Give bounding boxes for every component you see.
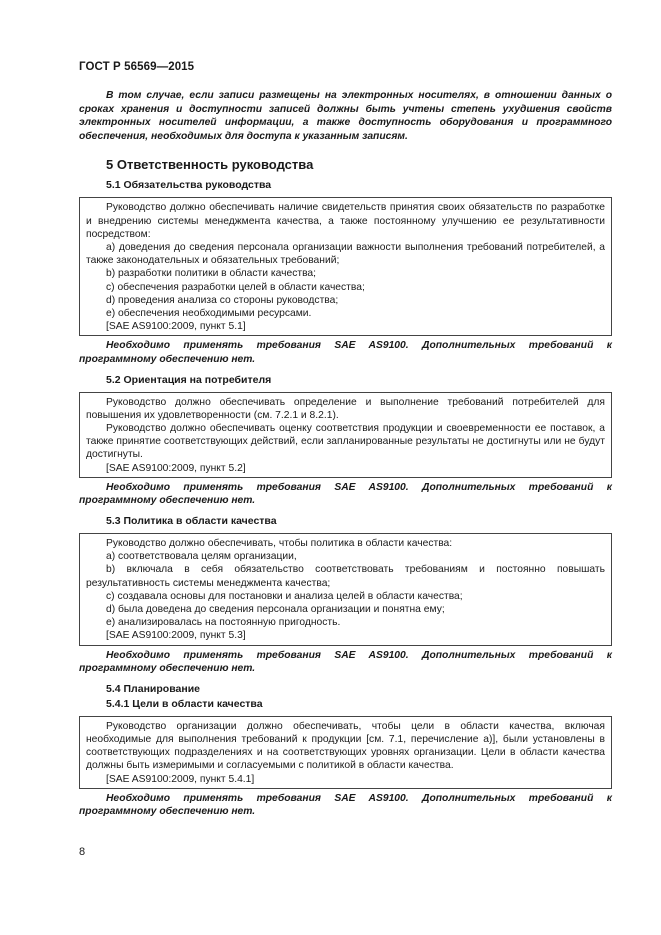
standard-header: ГОСТ Р 56569—2015 <box>79 61 195 73</box>
page-content <box>79 89 612 819</box>
reference: [SAE AS9100:2009, пункт 5.3] <box>106 630 246 642</box>
intro-paragraph: В том случае, если записи размещены на электронных носителях, в отношении данных о сроках хранения и доступности записей должны быть учтены степень ухудшения свойств электронных носителей информации, а также доступность оборудования и программного обеспечения, необходимых для доступа к указанным записям. <box>79 90 612 142</box>
list-item: c) обеспечения разработки целей в области качества; <box>106 281 365 293</box>
box-intro: Руководство должно обеспечивать наличие свидетельств принятия своих обязательств по разработке и внедрению системы менеджмента качества, а также постоянному улучшению ее результативности посредством: <box>86 202 605 240</box>
section-5-2-title: 5.2 Ориентация на потребителя <box>106 373 272 386</box>
requirement-box-5-3 <box>79 533 612 646</box>
reference: [SAE AS9100:2009, пункт 5.2] <box>106 462 246 474</box>
box-paragraph: Руководство должно обеспечивать оценку соответствия продукции и своевременности ее поставок, а также принятие соответствующих действий, если запланированные результаты не достигнуты или не будут достигнуты. <box>86 423 605 461</box>
reference: [SAE AS9100:2009, пункт 5.1] <box>106 321 246 333</box>
section-5-3-title: 5.3 Политика в области качества <box>106 515 277 527</box>
requirement-box-5-4-1 <box>79 716 612 789</box>
software-note-5-3: Необходимо применять требования SAE AS9100. Дополнительных требований к программному обеспечению нет. <box>79 649 612 675</box>
list-item: c) создавала основы для постановки и анализа целей в области качества; <box>106 590 463 602</box>
box-paragraph: Руководство должно обеспечивать определение и выполнение требований потребителей для повышения их удовлетворенности (см. 7.2.1 и 8.2.1). <box>86 396 605 421</box>
list-item: e) анализировалась на постоянную пригодность. <box>106 617 341 629</box>
section-5-1-title: 5.1 Обязательства руководства <box>106 179 272 192</box>
requirement-box-5-2 <box>79 392 612 478</box>
software-note-5-1: Необходимо применять требования SAE AS9100. Дополнительных требований к программному обеспечению нет. <box>79 340 612 365</box>
section-5-title: 5 Ответственность руководства <box>106 157 314 173</box>
list-item: a) доведения до сведения персонала организации важности выполнения требований потребителей, а также законодательных и обязательных требований; <box>86 241 605 267</box>
section-5-4-1-title: 5.4.1 Цели в области качества <box>106 697 263 710</box>
box-paragraph: Руководство организации должно обеспечивать, чтобы цели в области качества, включая необходимые для выполнения требований к продукции [см. 7.1, перечисление а)], были установлены в соответствующих подразделениях и на соответствующих уровнях организации. Цели в области качества должны быть измеримыми и согласуемыми с политикой в области качества. <box>86 720 605 772</box>
list-item: e) обеспечения необходимыми ресурсами. <box>106 308 312 319</box>
software-note-5-4-1: Необходимо применять требования SAE AS9100. Дополнительных требований к программному обеспечению нет. <box>79 792 612 818</box>
list-item: b) разработки политики в области качества; <box>106 268 317 280</box>
page-number: 8 <box>79 846 86 858</box>
software-note-5-2: Необходимо применять требования SAE AS9100. Дополнительных требований к программному обеспечению нет. <box>79 481 612 507</box>
box-intro: Руководство должно обеспечивать, чтобы политика в области качества: <box>106 538 453 549</box>
list-item: d) была доведена до сведения персонала организации и понятна ему; <box>106 604 445 616</box>
list-item: b) включала в себя обязательство соответствовать требованиям и постоянно повышать результативность системы менеджмента качества; <box>86 564 605 589</box>
list-item: a) соответствовала целям организации, <box>106 551 297 563</box>
reference: [SAE AS9100:2009, пункт 5.4.1] <box>106 773 255 785</box>
requirement-box-5-1 <box>79 197 612 336</box>
list-item: d) проведения анализа со стороны руководства; <box>106 294 339 306</box>
section-5-4-title: 5.4 Планирование <box>106 682 200 695</box>
